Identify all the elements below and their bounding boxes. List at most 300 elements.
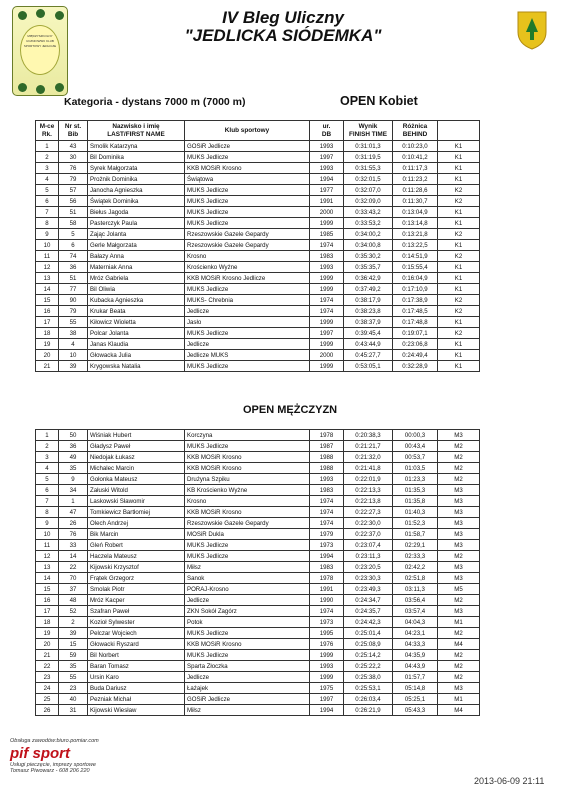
table-row — [36, 207, 480, 218]
cell-diff: 00:53,7 — [393, 452, 438, 463]
cell-result: 0:21:21,7 — [344, 441, 393, 452]
cell-name: Krukar Beata — [88, 306, 185, 317]
cell-year: 1988 — [310, 463, 344, 474]
cell-bib: 43 — [59, 141, 88, 152]
cell-bib: 37 — [59, 584, 88, 595]
cell-club: Świątowa — [185, 174, 310, 185]
cell-diff: 0:10:23,0 — [393, 141, 438, 152]
table-row — [36, 705, 480, 716]
table-row — [36, 650, 480, 661]
cell-name: Pezniak Michał — [88, 694, 185, 705]
cell-place: 21 — [36, 650, 59, 661]
cell-bib: 48 — [59, 595, 88, 606]
table-row — [36, 163, 480, 174]
cell-name: Gołonka Mateusz — [88, 474, 185, 485]
table-row — [36, 317, 480, 328]
cell-year: 1973 — [310, 540, 344, 551]
runner-icon — [18, 83, 27, 92]
cell-bib: 57 — [59, 185, 88, 196]
club-logo-text: MIĘDZYSZKOLNY UCZNIOWSKI KLUB SPORTOWY JEDLICZE — [20, 25, 60, 75]
cell-diff: 0:11:23,2 — [393, 174, 438, 185]
table-header — [36, 121, 480, 141]
cell-place: 13 — [36, 273, 59, 284]
table-row — [36, 350, 480, 361]
cell-year: 1999 — [310, 273, 344, 284]
cell-bib: 39 — [59, 361, 88, 372]
cell-result: 0:25:01,4 — [344, 628, 393, 639]
cell-year: 1974 — [310, 240, 344, 251]
cell-name: Michalec Marcin — [88, 463, 185, 474]
table-row — [36, 295, 480, 306]
table-row — [36, 672, 480, 683]
cell-year: 1999 — [310, 650, 344, 661]
cell-diff: 02:42,2 — [393, 562, 438, 573]
cell-category: M3 — [438, 683, 480, 694]
cell-result: 0:38:17,9 — [344, 295, 393, 306]
cell-category: M3 — [438, 606, 480, 617]
col-category — [438, 121, 480, 141]
cell-name: Kijowski Krzysztof — [88, 562, 185, 573]
table-row — [36, 441, 480, 452]
cell-club: Sparta Złoczka — [185, 661, 310, 672]
cell-bib: 76 — [59, 163, 88, 174]
brand-logo: pif sport — [10, 745, 70, 762]
cell-result: 0:34:00,2 — [344, 229, 393, 240]
cell-year: 1974 — [310, 606, 344, 617]
cell-year: 2000 — [310, 350, 344, 361]
cell-result: 0:22:13,8 — [344, 496, 393, 507]
cell-year: 1991 — [310, 584, 344, 595]
col-diff: Różnica BEHIND — [393, 121, 438, 141]
cell-place: 16 — [36, 306, 59, 317]
cell-category: K2 — [438, 185, 480, 196]
cell-name: Niedojak Łukasz — [88, 452, 185, 463]
cell-year: 1979 — [310, 529, 344, 540]
cell-year: 1995 — [310, 628, 344, 639]
cell-result: 0:25:22,2 — [344, 661, 393, 672]
women-section-title: OPEN Kobiet — [340, 94, 418, 108]
cell-bib: 35 — [59, 661, 88, 672]
cell-year: 1999 — [310, 672, 344, 683]
cell-category: M2 — [438, 441, 480, 452]
cell-category: M1 — [438, 694, 480, 705]
cell-category: M3 — [438, 518, 480, 529]
cell-place: 1 — [36, 141, 59, 152]
cell-result: 0:23:30,3 — [344, 573, 393, 584]
table-row — [36, 485, 480, 496]
cell-result: 0:24:42,3 — [344, 617, 393, 628]
cell-bib: 9 — [59, 474, 88, 485]
cell-category: M3 — [438, 562, 480, 573]
table-row — [36, 251, 480, 262]
cell-club: MUKS Jedlicze — [185, 152, 310, 163]
table-row — [36, 474, 480, 485]
cell-club: Rzeszowskie Gazele Gepardy — [185, 240, 310, 251]
cell-result: 0:32:09,0 — [344, 196, 393, 207]
cell-year: 1999 — [310, 317, 344, 328]
cell-club: MUKS Jedlicze — [185, 284, 310, 295]
cell-result: 0:25:08,9 — [344, 639, 393, 650]
cell-year: 1994 — [310, 174, 344, 185]
cell-bib: 22 — [59, 562, 88, 573]
cell-result: 0:38:23,8 — [344, 306, 393, 317]
cell-bib: 47 — [59, 507, 88, 518]
cell-name: Bałazy Anna — [88, 251, 185, 262]
cell-bib: 50 — [59, 430, 88, 441]
cell-place: 26 — [36, 705, 59, 716]
table-row — [36, 584, 480, 595]
cell-name: Polcar Jolanta — [88, 328, 185, 339]
cell-bib: 5 — [59, 229, 88, 240]
cell-place: 1 — [36, 430, 59, 441]
cell-place: 21 — [36, 361, 59, 372]
cell-diff: 0:14:51,9 — [393, 251, 438, 262]
cell-place: 20 — [36, 639, 59, 650]
cell-bib: 38 — [59, 328, 88, 339]
cell-name: Pelczar Wojciech — [88, 628, 185, 639]
cell-club: Krosno — [185, 251, 310, 262]
cell-category: K1 — [438, 152, 480, 163]
cell-bib: 34 — [59, 485, 88, 496]
cell-category: M2 — [438, 628, 480, 639]
cell-result: 0:26:21,9 — [344, 705, 393, 716]
cell-club: Jedlicze — [185, 339, 310, 350]
cell-name: Bil Oliwia — [88, 284, 185, 295]
cell-category: K1 — [438, 240, 480, 251]
cell-year: 1993 — [310, 141, 344, 152]
cell-place: 4 — [36, 174, 59, 185]
organizer-footer — [10, 738, 130, 774]
cell-diff: 02:51,8 — [393, 573, 438, 584]
table-row — [36, 562, 480, 573]
table-row — [36, 196, 480, 207]
cell-place: 19 — [36, 628, 59, 639]
cell-category: K1 — [438, 273, 480, 284]
cell-diff: 05:14,8 — [393, 683, 438, 694]
cell-name: Janocha Agnieszka — [88, 185, 185, 196]
cell-bib: 14 — [59, 551, 88, 562]
cell-diff: 0:13:04,9 — [393, 207, 438, 218]
table-row — [36, 430, 480, 441]
cell-category: K2 — [438, 328, 480, 339]
cell-place: 12 — [36, 551, 59, 562]
table-row — [36, 284, 480, 295]
cell-name: Kubacka Agnieszka — [88, 295, 185, 306]
cell-name: Mróz Gabriela — [88, 273, 185, 284]
cell-club: Rzeszowskie Gazele Gepardy — [185, 518, 310, 529]
cell-diff: 01:57,7 — [393, 672, 438, 683]
table-row — [36, 617, 480, 628]
cell-diff: 0:13:14,8 — [393, 218, 438, 229]
cell-club: KB Krościenko Wyżne — [185, 485, 310, 496]
cell-diff: 01:40,3 — [393, 507, 438, 518]
cell-result: 0:43:44,9 — [344, 339, 393, 350]
cell-place: 16 — [36, 595, 59, 606]
cell-bib: 56 — [59, 196, 88, 207]
cell-club: Miłsz — [185, 705, 310, 716]
cell-name: Zając Jolanta — [88, 229, 185, 240]
cell-bib: 40 — [59, 694, 88, 705]
cell-name: Materniak Anna — [88, 262, 185, 273]
event-subtitle: "JEDLICKA SIÓDEMKA" — [184, 26, 382, 45]
cell-place: 19 — [36, 339, 59, 350]
cell-category: M3 — [438, 529, 480, 540]
cell-category: K2 — [438, 306, 480, 317]
cell-category: K1 — [438, 350, 480, 361]
runner-icon — [36, 85, 45, 94]
cell-year: 1994 — [310, 551, 344, 562]
cell-result: 0:23:49,3 — [344, 584, 393, 595]
cell-year: 1997 — [310, 694, 344, 705]
cell-category: K1 — [438, 339, 480, 350]
cell-club: Potok — [185, 617, 310, 628]
cell-club: MUKS- Chrebnia — [185, 295, 310, 306]
cell-diff: 04:04,3 — [393, 617, 438, 628]
men-section-title: OPEN MĘŻCZYZN — [243, 404, 338, 416]
cell-year: 1976 — [310, 639, 344, 650]
cell-year: 1999 — [310, 284, 344, 295]
cell-result: 0:36:42,9 — [344, 273, 393, 284]
cell-place: 15 — [36, 584, 59, 595]
cell-place: 9 — [36, 229, 59, 240]
cell-club: Rzeszowskie Gazele Gepardy — [185, 229, 310, 240]
cell-bib: 59 — [59, 650, 88, 661]
cell-name: Świątek Dominika — [88, 196, 185, 207]
cell-name: Bil Norbert — [88, 650, 185, 661]
table-row — [36, 551, 480, 562]
category-label: Kategoria - dystans 7000 m (7000 m) — [64, 96, 246, 108]
cell-place: 5 — [36, 474, 59, 485]
cell-result: 0:21:41,8 — [344, 463, 393, 474]
cell-club: Jedlicze — [185, 672, 310, 683]
cell-diff: 00:00,3 — [393, 430, 438, 441]
cell-place: 8 — [36, 218, 59, 229]
cell-year: 2000 — [310, 207, 344, 218]
col-year: ur. DB — [310, 121, 344, 141]
cell-result: 0:45:27,7 — [344, 350, 393, 361]
col-bib: Nr st. Bib — [59, 121, 88, 141]
cell-year: 1983 — [310, 485, 344, 496]
cell-club: MUKS Jedlicze — [185, 540, 310, 551]
cell-result: 0:32:07,0 — [344, 185, 393, 196]
cell-year: 1974 — [310, 518, 344, 529]
cell-result: 0:20:38,3 — [344, 430, 393, 441]
cell-category: K1 — [438, 262, 480, 273]
cell-diff: 0:13:21,8 — [393, 229, 438, 240]
cell-year: 1997 — [310, 152, 344, 163]
cell-club: MUKS Jedlicze — [185, 196, 310, 207]
cell-bib: 2 — [59, 617, 88, 628]
cell-club: KKB MOSiR Krosno — [185, 452, 310, 463]
table-row — [36, 185, 480, 196]
cell-place: 15 — [36, 295, 59, 306]
cell-year: 1994 — [310, 705, 344, 716]
cell-place: 10 — [36, 529, 59, 540]
cell-bib: 10 — [59, 350, 88, 361]
cell-category: M1 — [438, 617, 480, 628]
cell-diff: 0:17:48,5 — [393, 306, 438, 317]
cell-year: 1999 — [310, 218, 344, 229]
cell-result: 0:25:38,0 — [344, 672, 393, 683]
cell-club: MUKS Jedlicze — [185, 628, 310, 639]
cell-name: Janas Klaudia — [88, 339, 185, 350]
cell-diff: 0:13:22,5 — [393, 240, 438, 251]
event-title: IV Bleg Uliczny — [222, 8, 344, 27]
cell-bib: 35 — [59, 463, 88, 474]
cell-year: 1988 — [310, 452, 344, 463]
cell-result: 0:34:00,8 — [344, 240, 393, 251]
cell-club: Jedlicze — [185, 595, 310, 606]
cell-category: M2 — [438, 661, 480, 672]
cell-name: Baran Tomasz — [88, 661, 185, 672]
cell-name: Laskowski Sławomir — [88, 496, 185, 507]
men-results-table — [35, 429, 480, 716]
cell-year: 1977 — [310, 185, 344, 196]
cell-place: 11 — [36, 540, 59, 551]
cell-bib: 90 — [59, 295, 88, 306]
cell-result: 0:24:35,7 — [344, 606, 393, 617]
table-row — [36, 262, 480, 273]
cell-bib: 74 — [59, 251, 88, 262]
cell-name: Wiśniak Hubert — [88, 430, 185, 441]
cell-name: Smolik Katarzyna — [88, 141, 185, 152]
cell-name: Głowacki Ryszard — [88, 639, 185, 650]
cell-diff: 03:56,4 — [393, 595, 438, 606]
cell-name: Krygowska Natalia — [88, 361, 185, 372]
cell-bib: 77 — [59, 284, 88, 295]
cell-place: 10 — [36, 240, 59, 251]
table-row — [36, 152, 480, 163]
cell-place: 8 — [36, 507, 59, 518]
cell-category: M2 — [438, 595, 480, 606]
cell-category: M2 — [438, 452, 480, 463]
cell-place: 13 — [36, 562, 59, 573]
cell-place: 7 — [36, 207, 59, 218]
cell-club: GOSiR Jedlicze — [185, 141, 310, 152]
cell-result: 0:37:49,2 — [344, 284, 393, 295]
cell-bib: 4 — [59, 339, 88, 350]
cell-category: K1 — [438, 218, 480, 229]
cell-name: Tomkiewicz Bartłomiej — [88, 507, 185, 518]
cell-year: 1993 — [310, 474, 344, 485]
cell-bib: 39 — [59, 628, 88, 639]
cell-year: 1974 — [310, 306, 344, 317]
cell-year: 1993 — [310, 661, 344, 672]
cell-club: MUKS Jedlicze — [185, 328, 310, 339]
cell-place: 2 — [36, 152, 59, 163]
cell-club: MUKS Jedlicze — [185, 361, 310, 372]
cell-diff: 05:43,3 — [393, 705, 438, 716]
cell-result: 0:25:53,1 — [344, 683, 393, 694]
cell-name: Pasterczyk Paula — [88, 218, 185, 229]
cell-year: 1987 — [310, 441, 344, 452]
cell-club: Krosno — [185, 496, 310, 507]
cell-category: M4 — [438, 639, 480, 650]
cell-year: 1978 — [310, 430, 344, 441]
table-row — [36, 595, 480, 606]
cell-name: Ursin Karo — [88, 672, 185, 683]
runner-icon — [55, 83, 64, 92]
cell-year: 1983 — [310, 562, 344, 573]
cell-place: 9 — [36, 518, 59, 529]
cell-bib: 49 — [59, 452, 88, 463]
cell-place: 5 — [36, 185, 59, 196]
cell-result: 0:22:01,9 — [344, 474, 393, 485]
cell-diff: 03:57,4 — [393, 606, 438, 617]
cell-name: Olech Andrzej — [88, 518, 185, 529]
cell-year: 1978 — [310, 573, 344, 584]
cell-bib: 76 — [59, 529, 88, 540]
cell-name: Gerle Małgorzata — [88, 240, 185, 251]
cell-diff: 0:15:55,4 — [393, 262, 438, 273]
cell-category: M5 — [438, 584, 480, 595]
cell-year: 1997 — [310, 328, 344, 339]
table-row — [36, 306, 480, 317]
cell-diff: 01:03,5 — [393, 463, 438, 474]
cell-diff: 04:35,9 — [393, 650, 438, 661]
cell-club: KKB MOSiR Krosno — [185, 163, 310, 174]
cell-place: 7 — [36, 496, 59, 507]
cell-result: 0:31:19,5 — [344, 152, 393, 163]
col-place: M-ce Rk. — [36, 121, 59, 141]
table-row — [36, 628, 480, 639]
cell-bib: 15 — [59, 639, 88, 650]
table-row — [36, 463, 480, 474]
cell-club: Jasło — [185, 317, 310, 328]
cell-category: K2 — [438, 251, 480, 262]
cell-category: K1 — [438, 284, 480, 295]
cell-name: Kiłowicz Wioletta — [88, 317, 185, 328]
cell-diff: 0:23:06,8 — [393, 339, 438, 350]
cell-name: Mróz Kacper — [88, 595, 185, 606]
cell-diff: 0:16:04,9 — [393, 273, 438, 284]
table-row — [36, 174, 480, 185]
cell-diff: 0:17:48,8 — [393, 317, 438, 328]
cell-category: M2 — [438, 463, 480, 474]
cell-result: 0:21:32,0 — [344, 452, 393, 463]
cell-bib: 79 — [59, 306, 88, 317]
cell-diff: 01:35,8 — [393, 496, 438, 507]
cell-bib: 79 — [59, 174, 88, 185]
cell-result: 0:22:30,0 — [344, 518, 393, 529]
cell-place: 20 — [36, 350, 59, 361]
cell-club: Krościenko Wyżne — [185, 262, 310, 273]
cell-diff: 0:11:17,3 — [393, 163, 438, 174]
cell-result: 0:25:14,2 — [344, 650, 393, 661]
cell-bib: 33 — [59, 540, 88, 551]
cell-diff: 0:10:41,2 — [393, 152, 438, 163]
table-row — [36, 141, 480, 152]
table-row — [36, 518, 480, 529]
cell-category: K1 — [438, 361, 480, 372]
cell-name: Biełus Jagoda — [88, 207, 185, 218]
cell-club: KKB MOSiR Krosno — [185, 507, 310, 518]
table-row — [36, 661, 480, 672]
cell-bib: 58 — [59, 218, 88, 229]
table-row — [36, 529, 480, 540]
cell-result: 0:23:11,3 — [344, 551, 393, 562]
cell-club: PORAJ-Krosno — [185, 584, 310, 595]
cell-result: 0:22:13,3 — [344, 485, 393, 496]
cell-club: Jedlicze MUKS — [185, 350, 310, 361]
cell-category: M3 — [438, 573, 480, 584]
cell-category: K1 — [438, 163, 480, 174]
table-row — [36, 339, 480, 350]
cell-diff: 0:17:38,9 — [393, 295, 438, 306]
cell-name: Bil Dominika — [88, 152, 185, 163]
cell-diff: 01:23,3 — [393, 474, 438, 485]
cell-place: 12 — [36, 262, 59, 273]
